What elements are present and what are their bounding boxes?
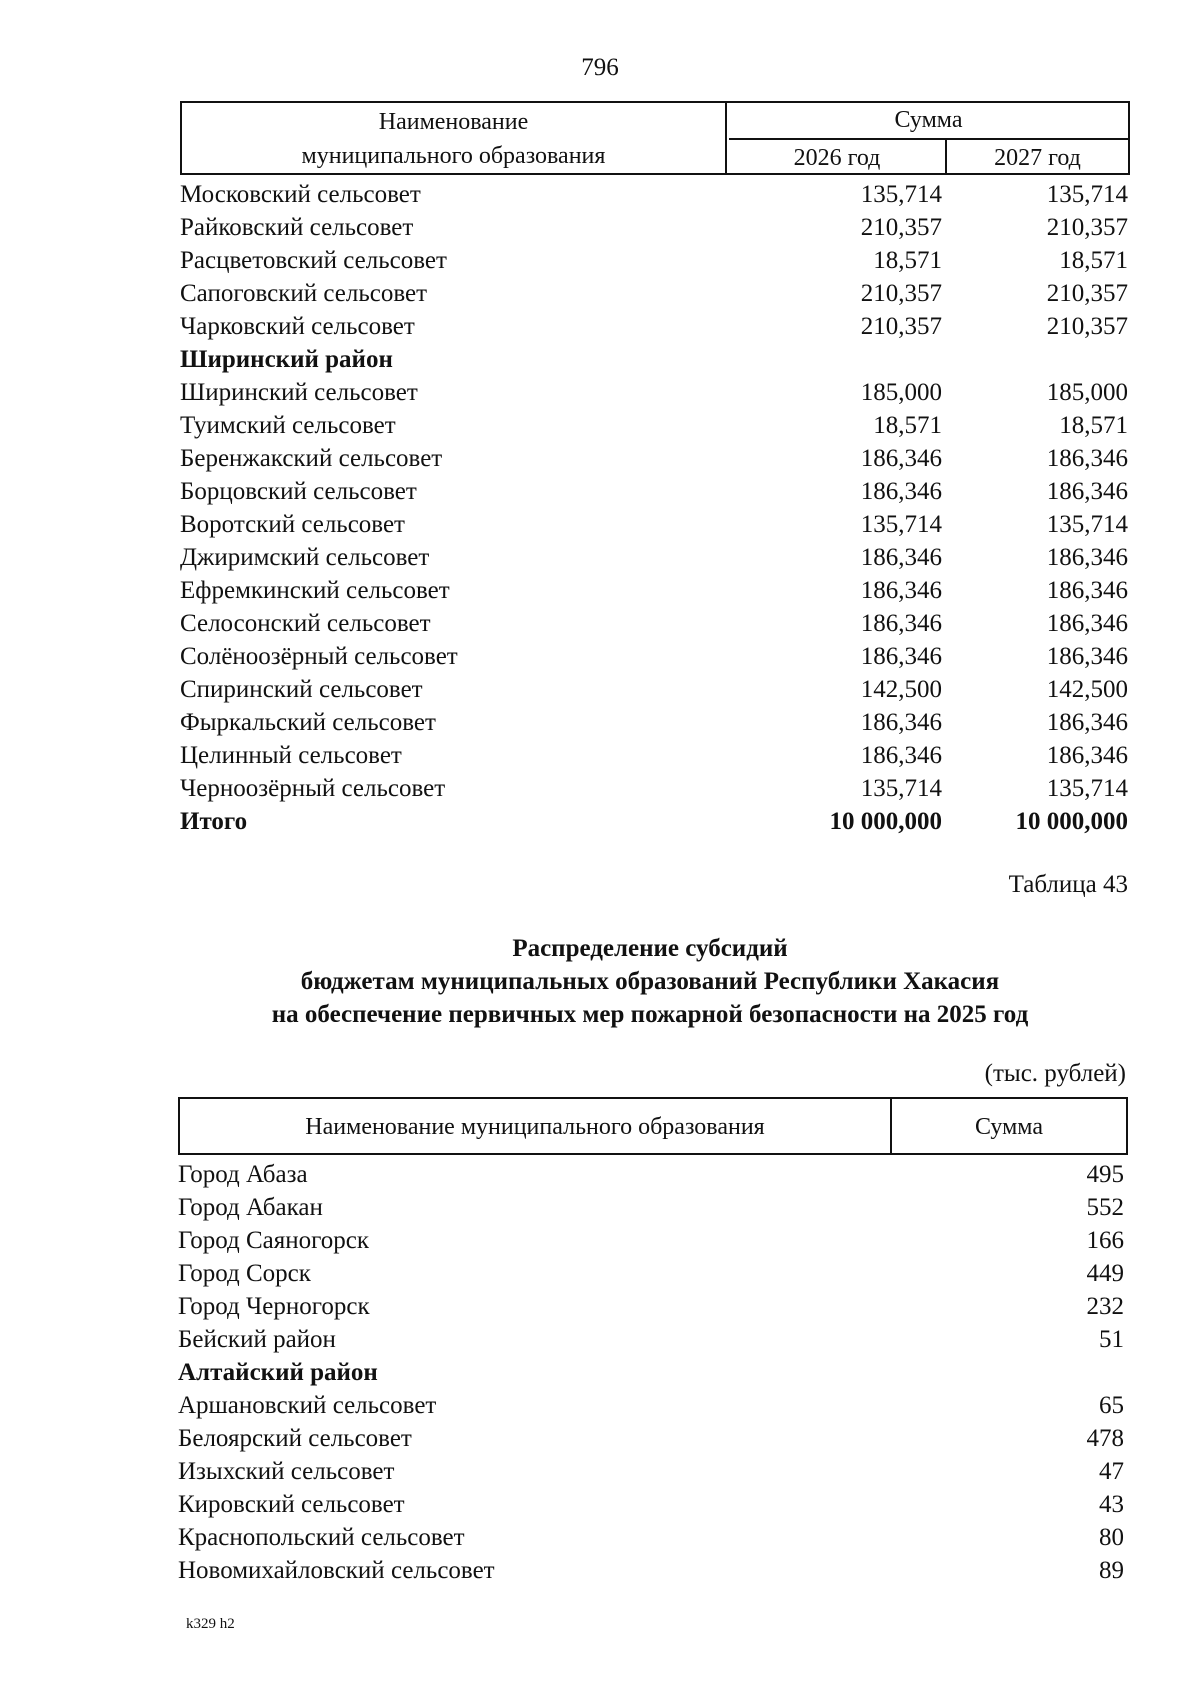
row-value: 51	[1099, 1326, 1124, 1353]
column-header-sum: Сумма	[729, 103, 1128, 140]
title-line3: на обеспечение первичных мер пожарной безопасности на 2025 год	[271, 1001, 1029, 1028]
row-name: Райковский сельсовет	[180, 214, 414, 241]
row-name: Алтайский район	[178, 1359, 378, 1386]
row-value: 166	[1086, 1227, 1124, 1254]
table-row	[180, 805, 1130, 838]
table-row	[178, 1554, 1128, 1587]
row-name: Селосонский сельсовет	[180, 610, 431, 637]
row-name: Кировский сельсовет	[178, 1491, 405, 1518]
table-row	[178, 1422, 1128, 1455]
row-name: Город Абаза	[178, 1161, 308, 1188]
row-name: Джиримский сельсовет	[180, 544, 430, 571]
row-name: Город Черногорск	[178, 1293, 370, 1320]
row-name: Солёноозёрный сельсовет	[180, 643, 458, 670]
title-line2: бюджетам муниципальных образований Республики Хакасия	[300, 968, 1000, 995]
row-name: Новомихайловский сельсовет	[178, 1557, 495, 1584]
row-value-2027: 186,346	[1046, 544, 1128, 571]
table-row	[180, 739, 1130, 772]
row-name: Ширинский сельсовет	[180, 379, 418, 406]
row-name: Борцовский сельсовет	[180, 478, 417, 505]
table-row	[180, 409, 1130, 442]
row-value-2026: 186,346	[860, 445, 942, 472]
row-value-2027: 186,346	[1046, 478, 1128, 505]
row-value-2026: 185,000	[860, 379, 942, 406]
row-value-2026: 135,714	[860, 181, 942, 208]
table-row	[180, 277, 1130, 310]
table-row	[178, 1521, 1128, 1554]
row-value-2026: 18,571	[873, 247, 942, 274]
table-row	[180, 376, 1130, 409]
row-name: Аршановский сельсовет	[178, 1392, 437, 1419]
header-name-line2: муниципального образования	[301, 143, 606, 169]
table-row	[180, 772, 1130, 805]
row-value-2026: 186,346	[860, 742, 942, 769]
row-name: Краснопольский сельсовет	[178, 1524, 465, 1551]
table-row	[178, 1389, 1128, 1422]
table-row	[180, 673, 1130, 706]
row-value: 65	[1099, 1392, 1124, 1419]
row-value-2026: 135,714	[860, 511, 942, 538]
row-name: Ширинский район	[180, 346, 393, 373]
row-name: Сапоговский сельсовет	[180, 280, 428, 307]
row-name: Целинный сельсовет	[180, 742, 402, 769]
row-value: 80	[1099, 1524, 1124, 1551]
table-header	[180, 101, 1130, 175]
row-name: Фыркальский сельсовет	[180, 709, 436, 736]
table-row	[178, 1191, 1128, 1224]
header-name-line1: Наименование	[378, 109, 529, 135]
row-value-2026: 210,357	[860, 214, 942, 241]
table-2026-2027	[180, 101, 1130, 838]
column-header-2026: 2026 год	[729, 140, 947, 173]
row-name: Изыхский сельсовет	[178, 1458, 395, 1485]
table-row	[178, 1488, 1128, 1521]
row-value-2026: 210,357	[860, 280, 942, 307]
row-value-2026: 10 000,000	[829, 808, 942, 835]
row-value-2027: 186,346	[1046, 742, 1128, 769]
table-row	[180, 541, 1130, 574]
row-value-2027: 185,000	[1046, 379, 1128, 406]
row-value-2026: 210,357	[860, 313, 942, 340]
row-value-2026: 186,346	[860, 544, 942, 571]
table-row	[178, 1356, 1128, 1389]
row-value-2027: 18,571	[1059, 247, 1128, 274]
row-value-2027: 210,357	[1046, 280, 1128, 307]
row-value-2026: 186,346	[860, 643, 942, 670]
table-row	[180, 607, 1130, 640]
table-row	[180, 343, 1130, 376]
column-header-sum: Сумма	[975, 1114, 1043, 1140]
row-name: Воротский сельсовет	[180, 511, 405, 538]
table-2025	[178, 1097, 1128, 1587]
row-name: Белоярский сельсовет	[178, 1425, 412, 1452]
table-row	[180, 244, 1130, 277]
row-value-2026: 186,346	[860, 577, 942, 604]
row-name: Расцветовский сельсовет	[180, 247, 447, 274]
row-value: 89	[1099, 1557, 1124, 1584]
table-row	[178, 1158, 1128, 1191]
row-value: 47	[1099, 1458, 1124, 1485]
row-value-2027: 210,357	[1046, 313, 1128, 340]
row-value-2027: 186,346	[1046, 610, 1128, 637]
table-body	[180, 178, 1130, 838]
table-row	[178, 1290, 1128, 1323]
row-name: Город Саяногорск	[178, 1227, 370, 1254]
table-row	[180, 640, 1130, 673]
table-row	[180, 178, 1130, 211]
column-header-name	[182, 103, 727, 173]
table-header	[178, 1097, 1128, 1155]
table-row	[178, 1224, 1128, 1257]
table-row	[180, 310, 1130, 343]
table-row	[180, 508, 1130, 541]
row-name: Ефремкинский сельсовет	[180, 577, 450, 604]
row-value-2027: 186,346	[1046, 577, 1128, 604]
row-value-2027: 18,571	[1059, 412, 1128, 439]
footer-code: k329 h2	[186, 1616, 235, 1632]
row-name: Беренжакский сельсовет	[180, 445, 443, 472]
row-value-2026: 18,571	[873, 412, 942, 439]
row-value: 478	[1086, 1425, 1124, 1452]
row-value-2027: 142,500	[1046, 676, 1128, 703]
row-name: Чарковский сельсовет	[180, 313, 415, 340]
row-value: 449	[1086, 1260, 1124, 1287]
table-row	[178, 1257, 1128, 1290]
row-name: Спиринский сельсовет	[180, 676, 423, 703]
table-row	[178, 1455, 1128, 1488]
row-value: 43	[1099, 1491, 1124, 1518]
row-value-2027: 135,714	[1046, 775, 1128, 802]
table-row	[180, 706, 1130, 739]
row-value-2027: 135,714	[1046, 511, 1128, 538]
table-row	[180, 475, 1130, 508]
section-title	[0, 932, 1200, 1031]
row-value-2026: 142,500	[860, 676, 942, 703]
row-name: Черноозёрный сельсовет	[180, 775, 446, 802]
row-name: Бейский район	[178, 1326, 336, 1353]
row-value-2027: 186,346	[1046, 445, 1128, 472]
row-value-2027: 10 000,000	[1015, 808, 1128, 835]
row-value-2026: 135,714	[860, 775, 942, 802]
column-header-name: Наименование муниципального образования	[180, 1099, 892, 1153]
table-row	[180, 574, 1130, 607]
row-value-2027: 186,346	[1046, 709, 1128, 736]
row-value-2026: 186,346	[860, 610, 942, 637]
row-value: 552	[1086, 1194, 1124, 1221]
row-name: Московский сельсовет	[180, 181, 421, 208]
column-header-2027: 2027 год	[994, 145, 1081, 171]
row-value-2026: 186,346	[860, 709, 942, 736]
table-body	[178, 1158, 1128, 1587]
row-value-2027: 135,714	[1046, 181, 1128, 208]
row-name: Город Абакан	[178, 1194, 323, 1221]
table-label: Таблица 43	[1008, 871, 1128, 898]
table-row	[180, 211, 1130, 244]
row-name: Город Сорск	[178, 1260, 311, 1287]
row-value-2027: 186,346	[1046, 643, 1128, 670]
page-number: 796	[581, 54, 619, 81]
title-line1: Распределение субсидий	[512, 935, 788, 962]
row-name: Итого	[180, 808, 248, 835]
row-value: 232	[1086, 1293, 1124, 1320]
row-value-2027: 210,357	[1046, 214, 1128, 241]
row-value-2026: 186,346	[860, 478, 942, 505]
units-label: (тыс. рублей)	[984, 1060, 1126, 1087]
table-row	[178, 1323, 1128, 1356]
row-value: 495	[1086, 1161, 1124, 1188]
table-row	[180, 442, 1130, 475]
row-name: Туимский сельсовет	[180, 412, 396, 439]
